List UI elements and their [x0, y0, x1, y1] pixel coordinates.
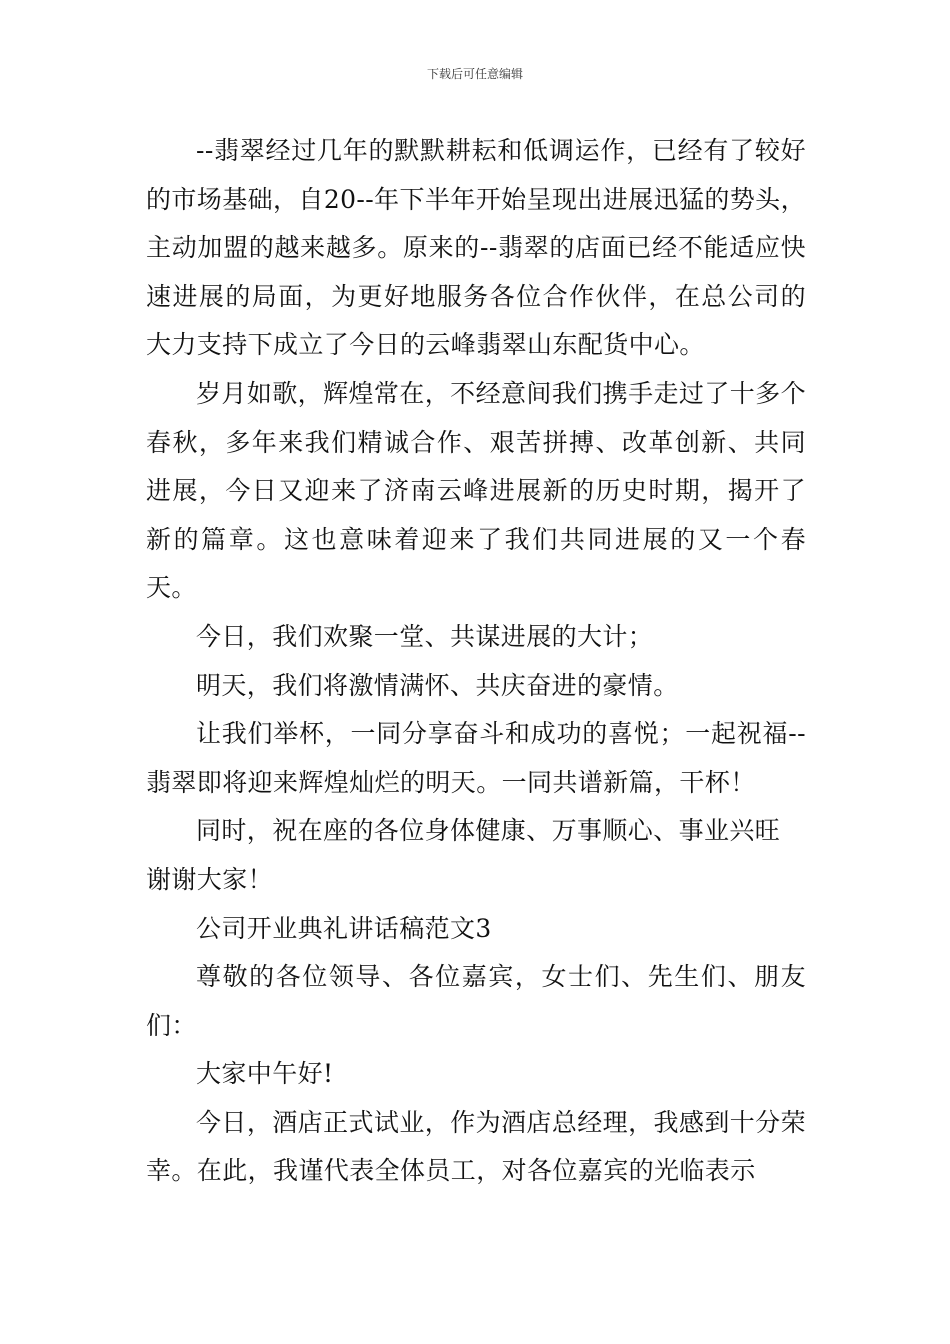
document-body: [146, 127, 806, 1196]
paragraph-today: 今日，我们欢聚一堂、共谋进展的大计；: [196, 621, 654, 651]
paragraph-intro: --翡翠经过几年的默默耕耘和低调运作，已经有了较好的市场基础，自20--年下半年开始呈现出进展迅猛的势头，主动加盟的越来越多。原来的--翡翠的店面已经不能适应快速进展的局面，为更好地服务各位合作伙伴，在总公司的大力支持下成立了今日的云峰翡翠山东配货中心。: [146, 136, 806, 360]
paragraph-salutation: 尊敬的各位领导、各位嘉宾，女士们、先生们、朋友们：: [146, 962, 806, 1040]
paragraph-history: 岁月如歌，辉煌常在，不经意间我们携手走过了十多个春秋，多年来我们精诚合作、艰苦拼搏、改革创新、共同进展，今日又迎来了济南云峰进展新的历史时期，揭开了新的篇章。这也意味着迎来了我们共同进展的又一个春天。: [146, 378, 806, 603]
paragraph-toast: 让我们举杯，一同分享奋斗和成功的喜悦；一起祝福--翡翠即将迎来辉煌灿烂的明天。一同共谱新篇，干杯！: [146, 719, 806, 797]
section-title: 公司开业典礼讲话稿范文3: [196, 913, 492, 943]
page-header: 下载后可任意编辑: [426, 67, 523, 81]
paragraph-opening: 今日，酒店正式试业，作为酒店总经理，我感到十分荣幸。在此，我谨代表全体员工，对各位嘉宾的光临表示: [146, 1107, 806, 1186]
paragraph-thanks: 谢谢大家！: [146, 864, 274, 894]
paragraph-greeting: 大家中午好!: [196, 1059, 334, 1089]
paragraph-wishes: 同时，祝在座的各位身体健康、万事顺心、事业兴旺: [196, 816, 781, 846]
paragraph-tomorrow: 明天，我们将激情满怀、共庆奋进的豪情。: [196, 670, 679, 700]
